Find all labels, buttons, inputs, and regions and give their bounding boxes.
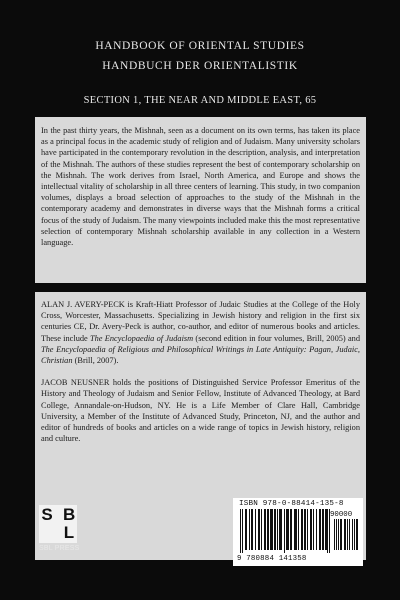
section-line: SECTION 1, THE NEAR AND MIDDLE EAST, 65 — [83, 95, 317, 106]
description-panel — [35, 117, 366, 283]
bio-avery-peck-text-1: ALAN J. AVERY-PECK is Kraft-Hiatt Professor of Judaic Studies at the College of the Holy Cross, Worcester, Massachusetts. Specializing in Jewish history and religion in the first six centuries CE, Dr. Avery-Peck is author, co-author, and editor of numerous books and articles. These include — [41, 300, 360, 343]
barcode-block — [233, 498, 363, 566]
isbn-text: ISBN 978-0-88414-135-8 — [239, 500, 344, 508]
bio-avery-peck-text-2: (second edition in four volumes, Brill, 2005) and — [193, 333, 360, 343]
bio-avery-peck — [41, 299, 360, 366]
bio-neusner: JACOB NEUSNER holds the positions of Distinguished Service Professor Emeritus of the History and Theology of Judaism and Senior Fellow, Institute of Advanced Theology, at Bard College, Annandale-on-Hudson, NY. He is a Life Member of Clare Hall, Cambridge University, a Member of the Institute of Advanced Study, Princeton, NJ, and the author and editor of hundreds of books and articles on a wide range of topics in Jewish history, religion and culture. — [41, 378, 360, 444]
logo-letter-s: S — [41, 505, 53, 524]
publisher-logo — [39, 505, 80, 552]
logo-letter-b: B — [63, 505, 76, 524]
publisher-name: SBL PRESS — [39, 545, 80, 552]
bio-avery-peck-title-2: The Encyclopaedia of Religious and Philosophical Writings in Late Antiquity: Pagan, Judaic, Christian — [41, 344, 360, 366]
logo-letter-l: L — [63, 523, 75, 542]
bio-avery-peck-text-3: (Brill, 2007). — [72, 356, 119, 366]
price-code: 90000 — [330, 511, 353, 519]
sbl-logo-mark — [39, 505, 77, 543]
description-paragraph: In the past thirty years, the Mishnah, seen as a document on its own terms, has taken its place as a principal focus in the academic study of religion and of Judaism. Many university scholars have participated in the contemporary revolution in the description, analysis, and interpretation of the Mishnah. The authors of these studies represent the best of contemporary scholarship on the Mishnah. The work derives from Israel, North America, and Europe and shows the intellectual vitality of scholarship in all three centers of learning. This study, in two companion volumes, displays a broad selection of approaches to the study of the Mishnah in the contemporary academy and demonstrates in diverse ways that the Mishnah forms a critical focus of the study of Judaism. The many viewpoints included make this the most representative selection of contemporary Mishnah scholarship available in any collection in a Western language. — [41, 126, 360, 248]
series-title-german: HANDBUCH DER ORIENTALISTIK — [102, 60, 298, 72]
barcode-bars — [238, 509, 360, 555]
ean-digits: 9 780884 141358 — [237, 555, 307, 563]
bio-avery-peck-title-1: The Encyclopaedia of Judaism — [90, 333, 194, 343]
series-title-english: HANDBOOK OF ORIENTAL STUDIES — [95, 40, 305, 52]
